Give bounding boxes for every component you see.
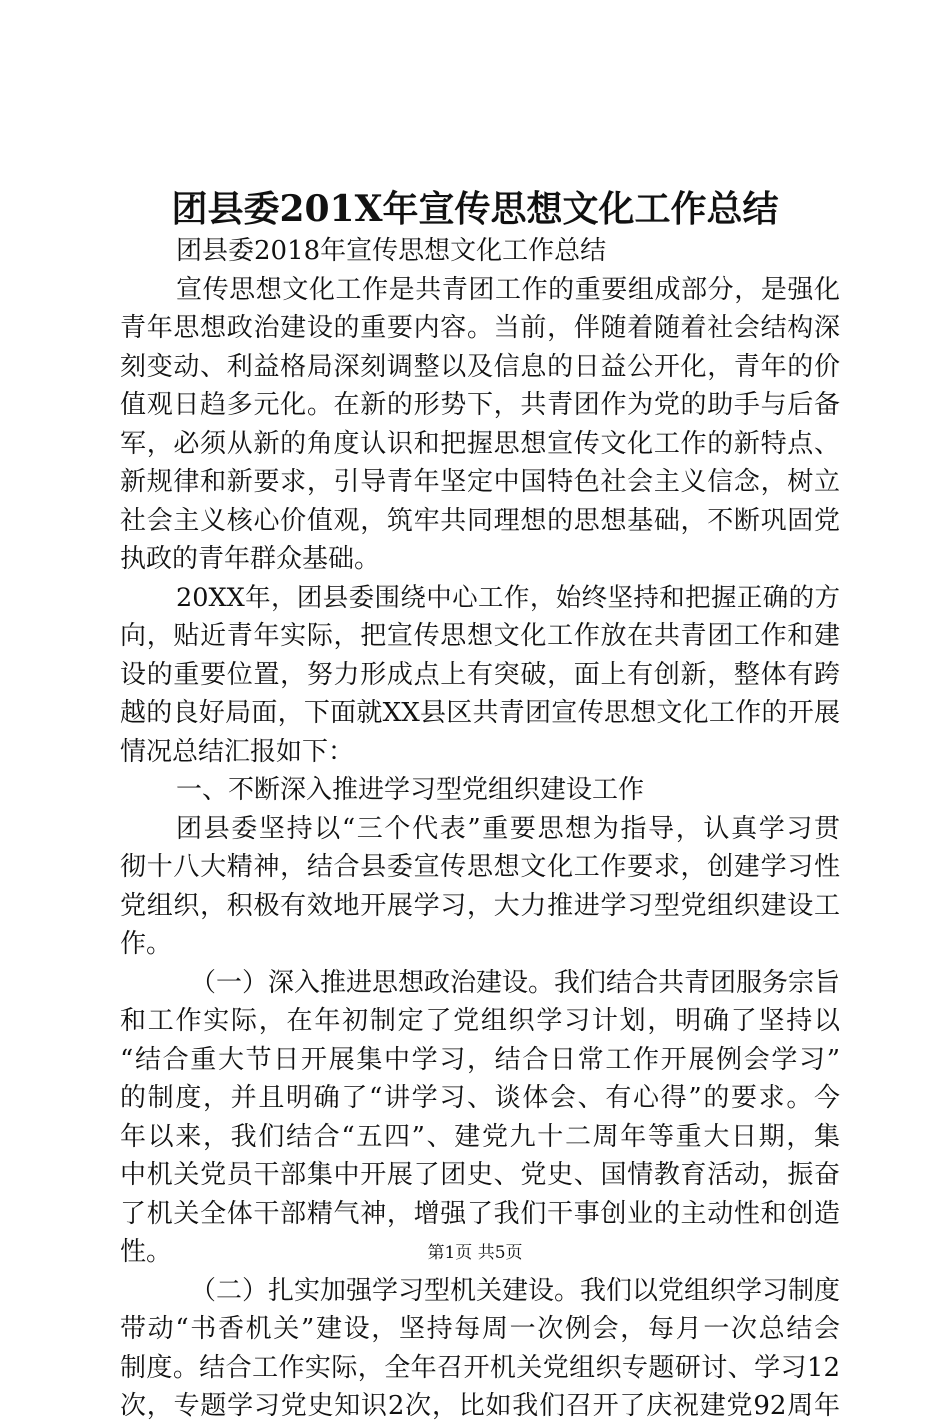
body-line: 团县委2018年宣传思想文化工作总结 — [176, 236, 607, 266]
body-line: 刻变动、利益格局深刻调整以及信息的日益公开化，青年的价 — [120, 351, 840, 382]
body-line: 设的重要位置，努力形成点上有突破，面上有创新，整体有跨 — [120, 659, 840, 690]
body-line: 值观日趋多元化。在新的形势下，共青团作为党的助手与后备 — [120, 390, 840, 420]
body-line: 党组织，积极有效地开展学习，大力推进学习型党组织建设工 — [120, 890, 840, 921]
body-line: 性。 — [120, 1237, 173, 1267]
body-line: 了机关全体干部精气神，增强了我们干事创业的主动性和创造 — [120, 1198, 840, 1229]
body-line: 作。 — [120, 929, 173, 959]
body-line: 年以来，我们结合“五四”、建党九十二周年等重大日期，集 — [120, 1121, 840, 1152]
body-line: 带动“书香机关”建设，坚持每周一次例会，每月一次总结会 — [120, 1314, 840, 1344]
body-line: 向，贴近青年实际，把宣传思想文化工作放在共青团工作和建 — [120, 621, 840, 651]
body-line: 制度。结合工作实际，全年召开机关党组织专题研讨、学习12 — [120, 1352, 840, 1383]
body-line: 中机关党员干部集中开展了团史、党史、国情教育活动，振奋 — [120, 1160, 840, 1190]
body-line: （二）扎实加强学习型机关建设。我们以党组织学习制度 — [190, 1275, 841, 1306]
body-line: 团县委坚持以“三个代表”重要思想为指导，认真学习贯 — [176, 813, 840, 844]
body-line: “结合重大节日开展集中学习，结合日常工作开展例会学习” — [120, 1044, 840, 1075]
body-line: 青年思想政治建设的重要内容。当前，伴随着随着社会结构深 — [120, 313, 840, 343]
body-line: 新规律和新要求，引导青年坚定中国特色社会主义信念，树立 — [120, 467, 840, 497]
body-line: 和工作实际，在年初制定了党组织学习计划，明确了坚持以 — [120, 1006, 840, 1036]
body-line: 情况总结汇报如下： — [120, 736, 355, 767]
section-heading: 一、不断深入推进学习型党组织建设工作 — [176, 775, 645, 805]
body-line: （一）深入推进思想政治建设。我们结合共青团服务宗旨 — [190, 967, 841, 998]
body-line: 20XX年，团县委围绕中心工作，始终坚持和把握正确的方 — [176, 582, 840, 613]
page-number: 第1页 共5页 — [427, 1243, 523, 1263]
body-line: 宣传思想文化工作是共青团工作的重要组成部分，是强化 — [176, 274, 840, 305]
body-line: 越的良好局面，下面就XX县区共青团宣传思想文化工作的开展 — [120, 698, 840, 728]
body-line: 彻十八大精神，结合县委宣传思想文化工作要求，创建学习性 — [120, 852, 840, 882]
body-line: 军，必须从新的角度认识和把握思想宣传文化工作的新特点、 — [120, 428, 840, 459]
document-title: 团县委201X年宣传思想文化工作总结 — [171, 188, 779, 230]
body-line: 次，专题学习党史知识2次，比如我们召开了庆祝建党92周年 — [120, 1391, 840, 1421]
body-line: 执政的青年群众基础。 — [120, 544, 381, 574]
body-line: 的制度，并且明确了“讲学习、谈体会、有心得”的要求。今 — [120, 1083, 840, 1113]
body-line: 社会主义核心价值观，筑牢共同理想的思想基础，不断巩固党 — [120, 505, 840, 536]
